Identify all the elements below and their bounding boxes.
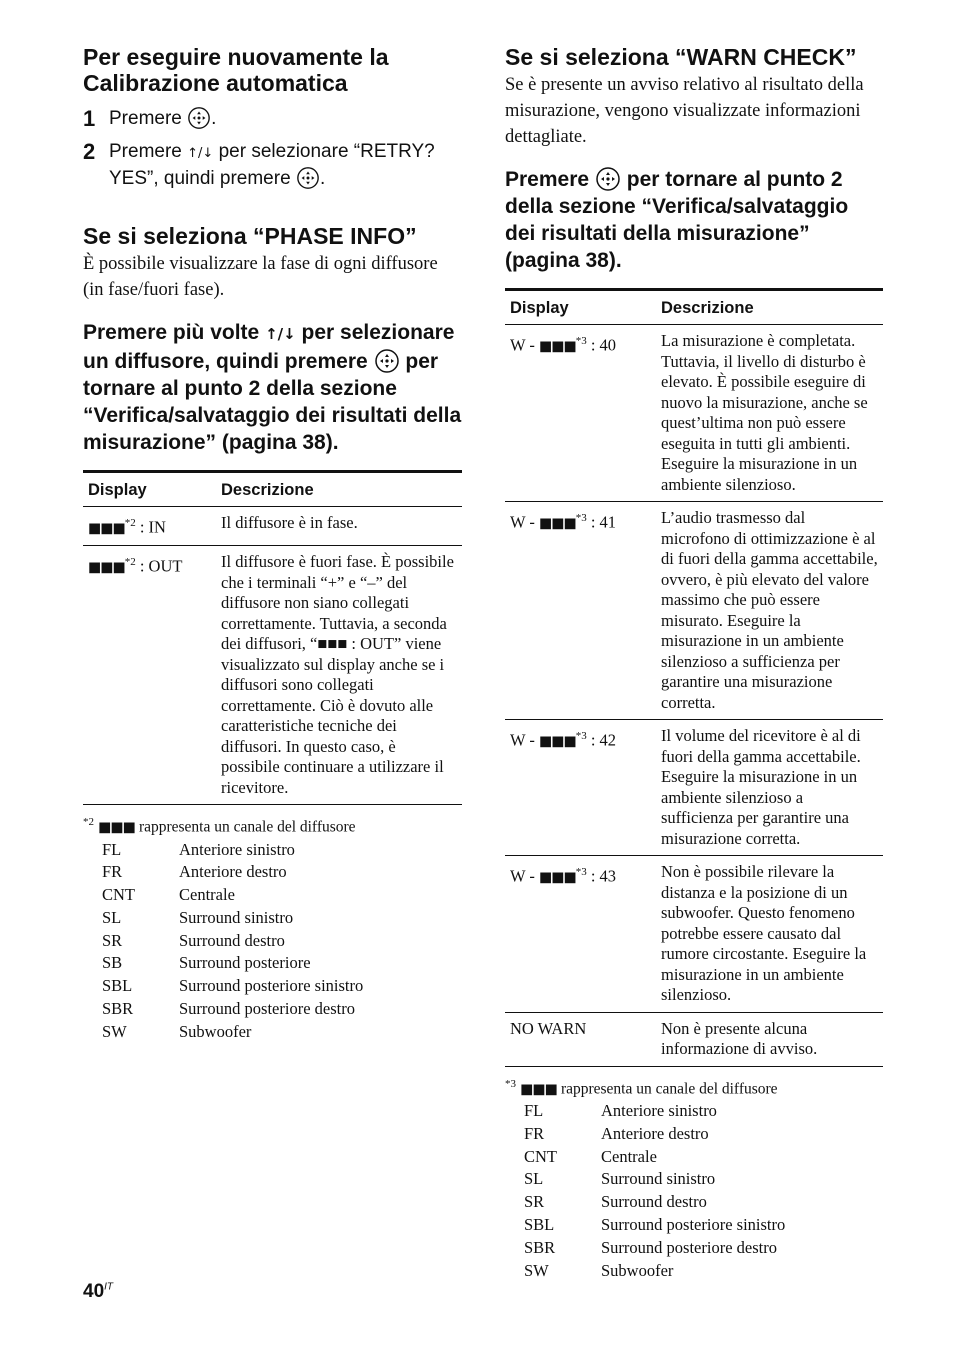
heading-recalibration: Per eseguire nuovamente la Calibrazione automatica — [83, 44, 389, 96]
list-item — [83, 975, 462, 998]
list-item — [505, 1260, 883, 1283]
channel-label: Surround posteriore — [179, 953, 311, 973]
step-1-number: 1 — [83, 106, 96, 131]
step-2-after: . — [319, 168, 326, 189]
display-prefix: W - — [510, 866, 535, 886]
channel-blocks: ■■■ — [520, 1081, 557, 1097]
phase-instr-b: per selezionare un diffusore, quindi premere — [83, 321, 455, 373]
channel-abbr: SB — [102, 953, 123, 973]
channel-abbr: FL — [102, 839, 122, 859]
right-column — [505, 40, 883, 1282]
channel-blocks: ■■■ — [539, 869, 576, 886]
table-row — [83, 546, 462, 805]
description-cell: La misurazione è completata. Tuttavia, il livello di disturbo è elevato. È possibile eseguire di nuovo la misurazione, anche se quest’ultima non può essere eseguita in tutti gli ambienti. Eseguire la misurazione in un ambiente silenzioso. — [656, 325, 883, 502]
col-description-header: Descrizione — [216, 472, 462, 507]
footnote-ref: *3 — [575, 866, 587, 878]
channel-abbr: SL — [524, 1169, 544, 1189]
display-prefix: NO WARN — [510, 1018, 587, 1038]
description-cell: Non è possibile rilevare la distanza e la posizione di un subwoofer. Questo fenomeno potrebbe essere causato dal rumore circostante. Eseguire la misurazione in un ambiente silenzioso. — [656, 856, 883, 1013]
list-item — [83, 861, 462, 884]
enter-button-icon — [187, 106, 211, 130]
display-code: : OUT — [139, 556, 183, 576]
list-item — [505, 1237, 883, 1260]
up-down-arrows-icon: ↑/↓ — [187, 146, 214, 161]
footnote-list — [505, 1100, 883, 1282]
display-code: : 40 — [590, 335, 617, 355]
step-2 — [83, 139, 462, 191]
table-header-row — [505, 290, 883, 325]
warn-table — [505, 288, 883, 1067]
display-cell — [505, 502, 656, 720]
display-code: : IN — [139, 517, 166, 537]
step-2-text-b: per selezionare “RETRY? YES”, quindi premere — [109, 141, 435, 189]
heading-warn-check: Se si seleziona “WARN CHECK” — [505, 44, 857, 70]
description-cell: L’audio trasmesso dal microfono di ottimizzazione è al di fuori della gamma accettabile, ovvero, è più elevato del valore massimo che può essere misurato. Eseguire la misurazione in un ambiente silenzioso a sufficienza per garantire una misurazione corretta. — [656, 502, 883, 720]
channel-label: Anteriore destro — [179, 862, 287, 882]
channel-label: Surround destro — [179, 930, 285, 950]
page-number-value: 40 — [83, 1281, 105, 1302]
table-row — [505, 325, 883, 502]
channel-abbr: FR — [524, 1123, 545, 1143]
list-item — [505, 1146, 883, 1169]
channel-label: Anteriore sinistro — [179, 839, 295, 859]
channel-blocks: ■■■ — [539, 338, 576, 355]
footnote-ref: *2 — [124, 517, 136, 529]
channel-abbr: SBR — [524, 1237, 556, 1257]
left-column — [83, 40, 462, 1044]
display-cell — [505, 325, 656, 502]
description-cell: Il volume del ricevitore è al di fuori della gamma accettabile. Eseguire la misurazione in un ambiente silenzioso a sufficienza per garantire una misurazione corretta. — [656, 720, 883, 856]
footnote-ref: *3 — [575, 730, 587, 742]
list-item — [83, 907, 462, 930]
display-code: : 43 — [590, 866, 617, 886]
display-cell — [505, 1012, 656, 1066]
footnote-list — [83, 839, 462, 1044]
display-cell — [505, 856, 656, 1013]
display-prefix: W - — [510, 512, 535, 532]
channel-label: Surround destro — [601, 1192, 707, 1212]
list-item — [83, 1021, 462, 1044]
table-row — [83, 507, 462, 546]
col-display-header: Display — [505, 290, 656, 325]
channel-abbr: SBL — [102, 976, 133, 996]
channel-label: Anteriore destro — [601, 1123, 709, 1143]
enter-button-icon — [595, 166, 621, 192]
phase-instr-c: per tornare al punto 2 della sezione “Verifica/salvataggio dei risultati della misurazione” (pagina 38). — [83, 350, 462, 454]
phase-intro: È possibile visualizzare la fase di ogni diffusore (in fase/fuori fase). — [83, 254, 438, 300]
footnote-text: rappresenta un canale del diffusore — [138, 818, 356, 836]
channel-blocks: ■■■ — [539, 733, 576, 750]
list-item — [505, 1100, 883, 1123]
channel-abbr: SW — [102, 1021, 127, 1041]
enter-button-icon — [296, 166, 320, 190]
list-item — [505, 1214, 883, 1237]
channel-label: Surround posteriore destro — [179, 999, 355, 1019]
table-row — [505, 856, 883, 1013]
table-row — [505, 1012, 883, 1066]
list-item — [505, 1123, 883, 1146]
description-cell: Il diffusore è fuori fase. È possibile che i terminali “+” e “–” del diffusore non siano collegati correttamente. Tuttavia, a seconda dei diffusori, “■■■ : OUT” viene visualizzato sul display anche se i diffusori sono collegati correttamente. Ciò è dovuto alle caratteristiche tecniche dei diffusori. In questo caso, è possibile continuare a utilizzare il ricevitore. — [216, 546, 462, 805]
enter-button-icon — [374, 348, 400, 374]
channel-label: Anteriore sinistro — [601, 1101, 717, 1120]
footnote-ref: *3 — [575, 335, 587, 347]
footnote-head — [505, 1073, 883, 1101]
display-prefix: W - — [510, 730, 535, 750]
display-cell — [83, 546, 216, 805]
warn-instruction — [505, 166, 883, 274]
channel-abbr: FR — [102, 862, 123, 882]
footnote-head — [83, 811, 462, 839]
step-2-text-a: Premere — [109, 141, 182, 162]
channel-abbr: SBL — [524, 1214, 555, 1234]
channel-label: Surround posteriore sinistro — [179, 976, 364, 996]
display-cell — [83, 507, 216, 546]
list-item — [83, 952, 462, 975]
channel-abbr: SBR — [102, 999, 134, 1019]
warn-intro: Se è presente un avviso relativo al risultato della misurazione, vengono visualizzate informazioni dettagliate. — [505, 75, 864, 147]
channel-abbr: SR — [102, 930, 123, 950]
phase-instruction — [83, 319, 462, 456]
display-prefix: W - — [510, 335, 535, 355]
channel-abbr: CNT — [524, 1146, 557, 1166]
footnote-ref: *2 — [124, 556, 136, 568]
table-header-row — [83, 472, 462, 507]
step-1-after: . — [211, 108, 217, 129]
channel-label: Subwoofer — [179, 1021, 252, 1041]
channel-abbr: SW — [524, 1260, 549, 1280]
warn-instr-a: Premere — [505, 168, 590, 191]
display-code: : 42 — [590, 730, 617, 750]
list-item — [83, 930, 462, 953]
step-2-number: 2 — [83, 139, 96, 164]
list-item — [83, 839, 462, 862]
display-code: : 41 — [590, 512, 617, 532]
warn-instr-b: per tornare al punto 2 della sezione “Verifica/salvataggio dei risultati della misurazione” (pagina 38). — [505, 168, 849, 272]
channel-blocks: ■■■ — [539, 515, 576, 532]
channel-label: Centrale — [179, 885, 235, 905]
table-row — [505, 502, 883, 720]
phase-instr-a: Premere più volte — [83, 321, 260, 344]
channel-blocks: ■■■ — [88, 559, 125, 576]
step-1 — [83, 106, 462, 131]
col-display-header: Display — [83, 472, 216, 507]
list-item — [83, 884, 462, 907]
footnote-mark: *2 — [83, 816, 94, 828]
page-number — [83, 1281, 113, 1303]
channel-abbr: CNT — [102, 885, 135, 905]
list-item — [505, 1191, 883, 1214]
display-cell — [505, 720, 656, 856]
channel-blocks: ■■■ — [88, 520, 125, 537]
up-down-arrows-icon: ↑/↓ — [265, 325, 296, 343]
heading-phase-info: Se si seleziona “PHASE INFO” — [83, 223, 417, 249]
channel-blocks: ■■■ — [98, 819, 135, 836]
description-cell: Non è presente alcuna informazione di avviso. — [656, 1012, 883, 1066]
footnote-text: rappresenta un canale del diffusore — [560, 1080, 778, 1097]
table-row — [505, 720, 883, 856]
channel-abbr: SR — [524, 1192, 545, 1212]
step-1-text: Premere — [109, 108, 182, 129]
channel-label: Surround posteriore sinistro — [601, 1214, 786, 1234]
channel-abbr: FL — [524, 1101, 544, 1120]
channel-label: Centrale — [601, 1146, 657, 1166]
col-description-header: Descrizione — [656, 290, 883, 325]
channel-label: Subwoofer — [601, 1260, 674, 1280]
channel-label: Surround posteriore destro — [601, 1237, 777, 1257]
phase-table — [83, 470, 462, 805]
footnote-mark: *3 — [505, 1077, 516, 1090]
channel-label: Surround sinistro — [179, 907, 294, 927]
list-item — [505, 1168, 883, 1191]
footnote-2 — [83, 811, 462, 1044]
footnote-3 — [505, 1073, 883, 1283]
list-item — [83, 998, 462, 1021]
channel-label: Surround sinistro — [601, 1169, 716, 1189]
channel-abbr: SL — [102, 907, 122, 927]
description-cell: Il diffusore è in fase. — [216, 507, 462, 546]
page-language: IT — [104, 1281, 114, 1293]
footnote-ref: *3 — [575, 512, 587, 524]
